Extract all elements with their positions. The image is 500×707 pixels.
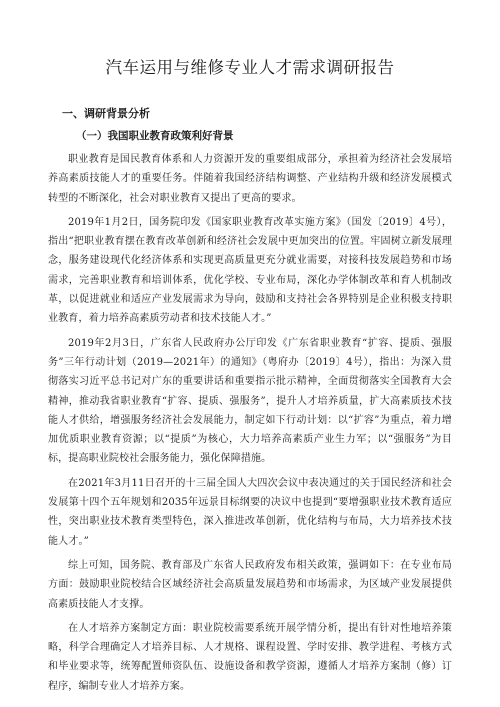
document-body [48, 106, 452, 701]
paragraph: 2019年2月3日，广东省人民政府办公厅印发《广东省职业教育“扩容、提质、强服务”三年行动计划（2019—2021年）的通知》（粤府办〔2019〕4号），指出：为深入贯彻落实习近平总书记对广东的重要讲话和重要指示批示精神，全面贯彻落实全国教育大会精神，推动我省职业教育“扩容、提质、强服务”，提升人才培养质量，扩大高素质技术技能人才供给，增强服务经济社会发展能力，制定如下行动计划：以“扩容”为重点，着力增加优质职业教育资源；以“提质”为核心，大力培养高素质产业生力军；以“强服务”为目标，提高职业院校社会服务能力，强化保障措施。 [48, 337, 452, 465]
paragraph: 职业教育是国民教育体系和人力资源开发的重要组成部分，承担着为经济社会发展培养高素质技能人才的重要任务。伴随着我国经济结构调整、产业结构升级和经济发展模式转型的不断深化，社会对职业教育又提出了更高的要求。 [48, 154, 452, 204]
document-title: 汽车运用与维修专业人才需求调研报告 [105, 58, 395, 77]
paragraph: 在2021年3月11日召开的十三届全国人大四次会议中表决通过的关于国民经济和社会发展第十四个五年规划和2035年远景目标纲要的决议中也提到“要增强职业技术教育适应性，突出职业技术教育类型特色，深入推进改革创新，优化结构与布局，大力培养技术技能人才。” [48, 477, 452, 547]
paragraph: 综上可知，国务院、教育部及广东省人民政府发布相关政策，强调如下：在专业布局方面：鼓励职业院校结合区域经济社会高质量发展趋势和市场需求，为区域产业发展提供高素质技能人才支撑。 [48, 559, 452, 610]
section-heading: 一、调研背景分析 [62, 107, 150, 120]
subsection-heading: （一）我国职业教育政策利好背景 [76, 130, 234, 142]
paragraph: 2019年1月2日，国务院印发《国家职业教育改革实施方案》（国发〔2019〕4号），指出“把职业教育摆在教育改革创新和经济社会发展中更加突出的位置。牢固树立新发展理念，服务建设现代化经济体系和实现更高质量更充分就业需要，对接科技发展趋势和市场需求，完善职业教育和培训体系，优化学校、专业布局，深化办学体制改革和育人机制改革，以促进就业和适应产业发展需求为导向，鼓励和支持社会各界特别是企业积极支持职业教育，着力培养高素质劳动者和技术技能人才。” [48, 216, 452, 325]
paragraph: 在人才培养方案制定方面：职业院校需要系统开展学情分析，提出有针对性地培养策略，科学合理确定人才培养目标、人才规格、课程设置、学时安排、教学进程、考核方式和毕业要求等，统筹配置师资队伍、设施设备和教学资源，遵循人才培养方案制（修）订程序，编制专业人才培养方案。 [48, 622, 452, 692]
